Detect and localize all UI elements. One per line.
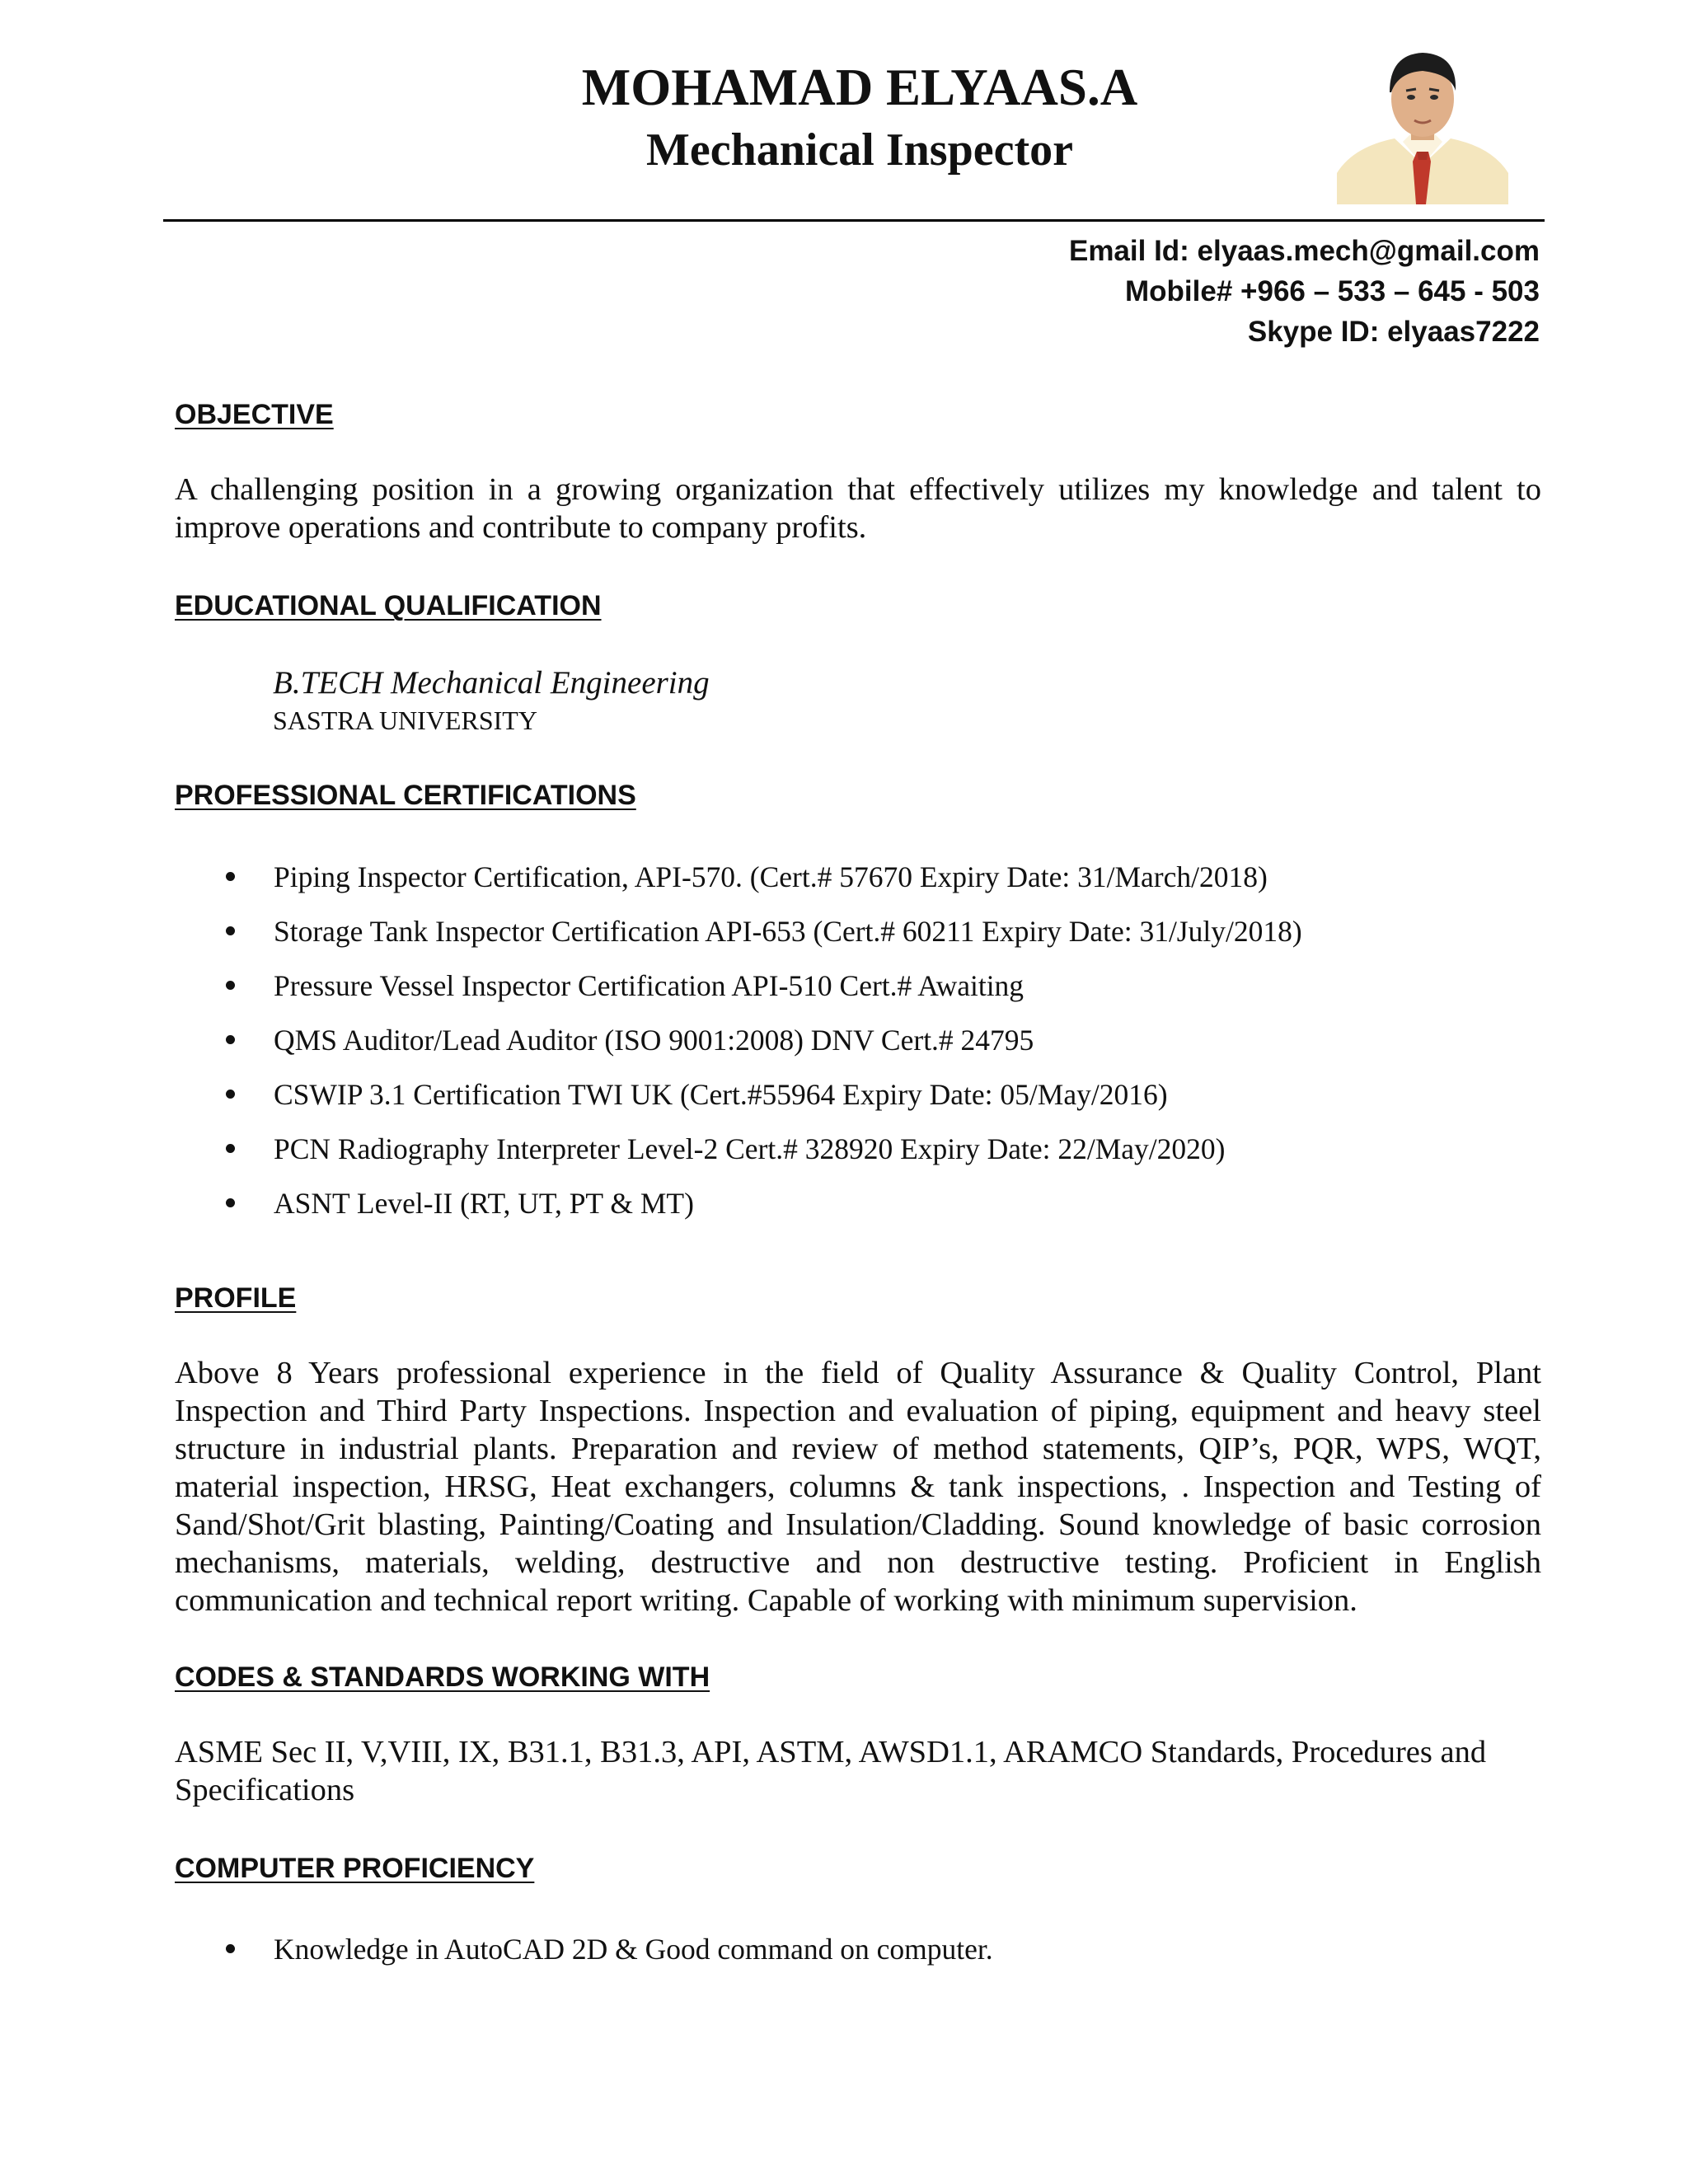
bullet-icon: [226, 926, 235, 935]
bullet-icon: [226, 1090, 235, 1099]
objective-text: A challenging position in a growing organization that effectively utilizes my knowledge and talent to improve operations and contribute to company profits.: [175, 472, 1541, 545]
profile-photo: [1337, 41, 1508, 204]
resume-name: MOHAMAD ELYAAS.A: [581, 59, 1138, 116]
bullet-icon: [226, 1035, 235, 1044]
header-divider: [163, 219, 1545, 222]
computer-heading: COMPUTER PROFICIENCY: [175, 1853, 535, 1884]
certification-text: Storage Tank Inspector Certification API-653 (Cert.# 60211 Expiry Date: 31/July/2018): [274, 915, 1302, 948]
contact-email: Email Id: elyaas.mech@gmail.com: [1068, 235, 1540, 267]
certification-text: QMS Auditor/Lead Auditor (ISO 9001:2008) DNV Cert.# 24795: [274, 1024, 1034, 1057]
certification-text: Piping Inspector Certification, API-570. (Cert.# 57670 Expiry Date: 31/March/2018): [274, 860, 1268, 893]
bullet-icon: [226, 1944, 235, 1953]
contact-mobile: Mobile# +966 – 533 – 645 - 503: [1125, 275, 1540, 307]
certification-text: CSWIP 3.1 Certification TWI UK (Cert.#55964 Expiry Date: 05/May/2016): [274, 1078, 1168, 1111]
bullet-icon: [226, 1144, 235, 1153]
codes-heading: CODES & STANDARDS WORKING WITH: [175, 1661, 710, 1693]
profile-text: Above 8 Years professional experience in the field of Quality Assurance & Quality Control, Plant Inspection and Third Party Inspections. Inspection and evaluation of piping, equipment and heavy steel structure in industrial plants. Preparation and review of method statements, QIP’s, PQR, WPS, WQT, material inspection, HRSG, Heat exchangers, columns & tank inspections, . Inspection and Testing of Sand/Shot/Grit blasting, Painting/Coating and Insulation/Cladding. Sound knowledge of basic corrosion mechanisms, materials, welding, destructive and non destructive testing. Proficient in English communication and technical report writing. Capable of working with minimum supervision.: [175, 1356, 1541, 1618]
contact-skype: Skype ID: elyaas7222: [1247, 316, 1540, 348]
certification-text: ASNT Level-II (RT, UT, PT & MT): [274, 1187, 694, 1220]
certification-text: Pressure Vessel Inspector Certification API-510 Cert.# Awaiting: [274, 969, 1025, 1002]
objective-heading: OBJECTIVE: [175, 399, 334, 430]
computer-skill-text: Knowledge in AutoCAD 2D & Good command on computer.: [274, 1933, 993, 1966]
bullet-icon: [226, 1198, 235, 1207]
profile-heading: PROFILE: [175, 1282, 297, 1314]
education-heading: EDUCATIONAL QUALIFICATION: [175, 590, 602, 621]
bullet-icon: [226, 872, 235, 881]
bullet-icon: [226, 981, 235, 990]
codes-text: ASME Sec II, V,VIII, IX, B31.1, B31.3, API, ASTM, AWSD1.1, ARAMCO Standards, Procedures and Specifications: [175, 1735, 1487, 1807]
education-degree: B.TECH Mechanical Engineering: [273, 665, 710, 701]
certifications-heading: PROFESSIONAL CERTIFICATIONS: [175, 780, 636, 811]
certification-text: PCN Radiography Interpreter Level-2 Cert.# 328920 Expiry Date: 22/May/2020): [274, 1132, 1226, 1165]
education-university: SASTRA UNIVERSITY: [273, 705, 537, 735]
resume-title: Mechanical Inspector: [646, 124, 1073, 176]
